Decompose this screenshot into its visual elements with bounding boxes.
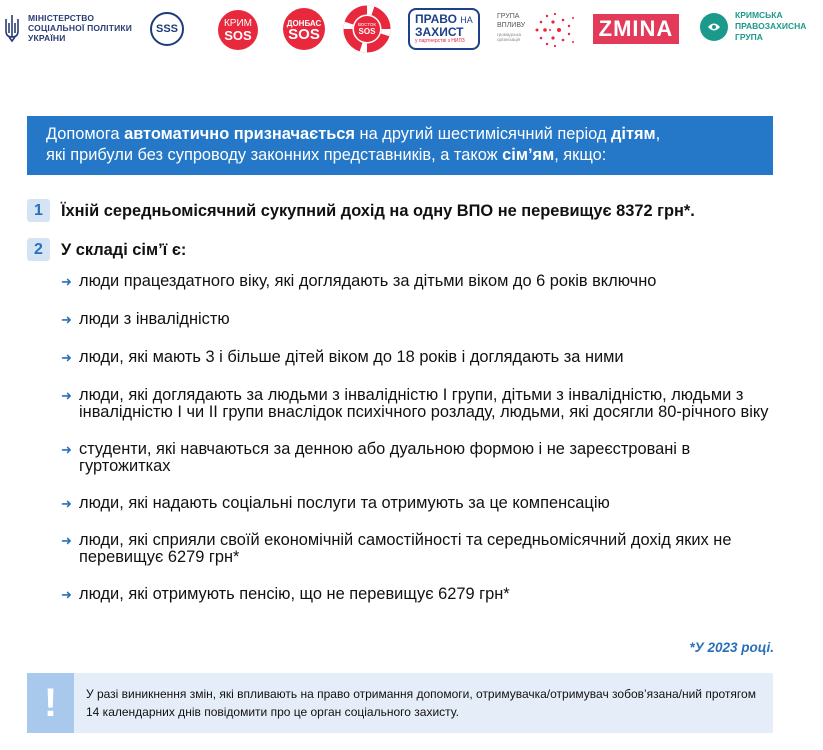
donbas-sos-line-1: ДОНБАС	[286, 19, 322, 28]
trident-icon	[2, 13, 22, 43]
hrupa-line-2: ВПЛИВУ	[497, 22, 526, 29]
krym-sos-line-1: КРИМ	[223, 18, 252, 29]
pravo-line-3: у партнерстві з НИЛЗ	[415, 38, 465, 44]
list-item-text: люди працездатного віку, які доглядають за дітьми віком до 6 років включно	[79, 272, 657, 290]
list-item-text: люди, які мають 3 і більше дітей віком до 18 років і доглядають за ними	[79, 348, 624, 366]
list-item-text: люди з інвалідністю	[79, 310, 230, 328]
list-item-text: студенти, які навчаються за денною або дуальною формою і не зареєстровані в гуртожитках	[79, 440, 691, 475]
condition-number-1: 1	[27, 199, 50, 222]
ministry-logo	[2, 12, 132, 44]
donbas-sos-logo	[283, 8, 325, 50]
dots-cluster-icon	[531, 10, 577, 50]
vostok-sos-line-1: ВОСТОК	[357, 22, 377, 27]
vostok-sos-logo	[343, 5, 391, 53]
pravo-na-zakhyst-logo	[408, 8, 480, 50]
arrow-right-icon: ➜	[61, 388, 72, 403]
arrow-right-icon: ➜	[61, 496, 72, 511]
condition-family-composition: У складі сім’ї є:	[61, 241, 187, 259]
hrupa-line-3: громадська організація	[497, 32, 522, 42]
footnote-year: *У 2023 році.	[689, 640, 774, 655]
banner-text-1: Допомога	[46, 125, 125, 143]
vostok-sos-line-2: SOS	[358, 27, 376, 36]
pravo-line-na: НА	[460, 15, 473, 25]
notice-text: У разі виникнення змін, які впливають на право отримання допомоги, отримувачка/отримувач зобов’язана/ний протягом 14 календарних днів повідомити про це орган соціального захисту.	[86, 687, 756, 719]
krg-line-1: КРИМСЬКА	[735, 10, 783, 20]
sss-logo-text: SSS	[155, 23, 178, 35]
family-members-list	[61, 268, 781, 603]
list-item	[61, 311, 781, 328]
list-item-text: люди, які сприяли своїй економічній самостійності та середньомісячний дохід яких не перевищує 6279 грн*	[79, 531, 732, 566]
arrow-right-icon: ➜	[61, 274, 72, 289]
hrupa-line-1: ГРУПА	[497, 13, 520, 20]
banner-bold-1: автоматично призначається	[124, 125, 355, 143]
banner-bold-3: сім’ям	[502, 146, 555, 164]
list-item	[61, 273, 781, 290]
partner-logos	[0, 0, 823, 60]
banner-line-2	[46, 145, 773, 166]
banner-text-5: , якщо:	[554, 146, 607, 164]
list-item	[61, 387, 781, 421]
list-item	[61, 532, 781, 566]
list-item-text: люди, які доглядають за людьми з інвалідністю І групи, дітьми з інвалідністю, людьми з інвалідністю І чи ІІ групи внаслідок психічного розладу, людьми, які досягли 80-річного віку	[79, 386, 769, 421]
arrow-right-icon: ➜	[61, 312, 72, 327]
arrow-right-icon: ➜	[61, 587, 72, 602]
condition-number-2: 2	[27, 238, 50, 261]
sss-logo	[150, 12, 184, 46]
condition-income: Їхній середньомісячний сукупний дохід на одну ВПО не перевищує 8372 грн*.	[61, 202, 695, 220]
intro-banner	[27, 116, 773, 175]
banner-text-2: на другий шестимісячний період	[354, 125, 611, 143]
exclamation-icon: !	[27, 673, 74, 733]
banner-text-3: ,	[655, 125, 661, 143]
krym-sos-line-2: SOS	[224, 28, 252, 43]
krg-emblem-icon	[700, 13, 728, 41]
ministry-line-1: МІНІСТЕРСТВО	[28, 13, 95, 23]
zmina-logo-text: ZMINA	[598, 16, 674, 41]
banner-text-4: які прибули без супроводу законних представників, а також	[46, 146, 503, 164]
pravo-line-2: ЗАХИСТ	[415, 25, 464, 39]
list-item	[61, 495, 781, 512]
krg-line-3: ГРУПА	[735, 32, 763, 42]
krg-line-2: ПРАВОЗАХИСНА	[735, 21, 807, 31]
list-item-text: люди, які отримують пенсію, що не перевищує 6279 грн*	[79, 585, 510, 603]
zmina-logo	[593, 14, 679, 44]
list-item-text: люди, які надають соціальні послуги та отримують за це компенсацію	[79, 494, 610, 512]
arrow-right-icon: ➜	[61, 442, 72, 457]
hrupa-vplyvu-logo	[497, 10, 577, 50]
krym-sos-logo	[218, 10, 258, 50]
list-item	[61, 349, 781, 366]
arrow-right-icon: ➜	[61, 533, 72, 548]
banner-bold-2: дітям	[610, 125, 656, 143]
ministry-line-3: УКРАЇНИ	[28, 33, 66, 43]
crimean-human-rights-group-logo	[700, 10, 806, 43]
list-item	[61, 441, 781, 475]
donbas-sos-line-2: SOS	[288, 26, 320, 43]
notice-box	[27, 673, 773, 733]
pravo-line-1: ПРАВО	[415, 12, 457, 26]
list-item	[61, 586, 781, 603]
banner-line-1	[46, 124, 773, 145]
arrow-right-icon: ➜	[61, 350, 72, 365]
ministry-line-2: СОЦІАЛЬНОЇ ПОЛІТИКИ	[28, 23, 133, 33]
